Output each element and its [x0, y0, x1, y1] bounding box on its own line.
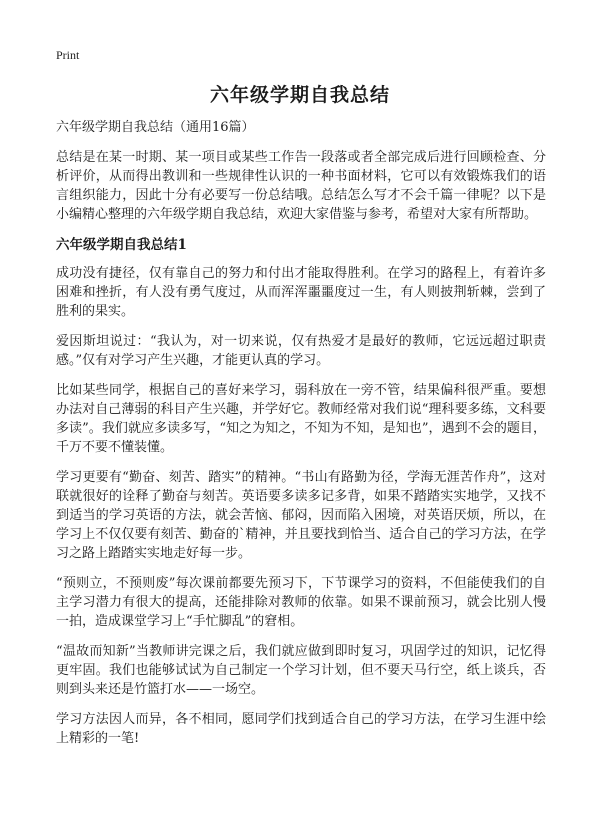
intro-paragraph: 总结是在某一时期、某一项目或某些工作告一段落或者全部完成后进行回顾检查、分析评价，从而得出教训和一些规律性认识的一种书面材料，它可以有效锻炼我们的语言组织能力，因此十分有必要写一份总结哦。总结怎么写才不会千篇一律呢？以下是小编精心整理的六年级学期自我总结，欢迎大家借鉴与参考，希望对大家有所帮助。 [56, 150, 546, 222]
section-heading: 六年级学期自我总结1 [56, 237, 187, 253]
body-paragraph: “预则立，不预则废”每次课前都要先预习下，下节课学习的资料，不但能使我们的自主学习潜力有很大的提高，还能排除对教师的依靠。如果不课前预习，就会比别人慢一拍，造成课堂学习上“手忙脚乱”的窘相。 [56, 576, 546, 629]
body-paragraph: 学习方法因人而异，各不相同，愿同学们找到适合自己的学习方法，在学习生涯中绘上精彩的一笔! [56, 712, 546, 746]
document-title: 六年级学期自我总结 [209, 84, 390, 106]
body-paragraph: 成功没有捷径，仅有靠自己的努力和付出才能取得胜利。在学习的路程上，有着许多困难和挫折，有人没有勇气度过，从而浑浑噩噩度过一生，有人则披荆斩棘，尝到了胜利的果实。 [56, 266, 546, 319]
body-paragraph: 比如某些同学，根据自己的喜好来学习，弱科放在一旁不管，结果偏科很严重。要想办法对自己薄弱的科目产生兴趣，并学好它。教师经常对我们说“理科要多练，文科要多读”。我们就应多读多写，“知之为知之，不知为不知，是知也”，遇到不会的题目，千万不要不懂装懂。 [56, 383, 546, 455]
print-link[interactable]: Print [56, 48, 80, 62]
body-paragraph: 爱因斯坦说过：“我认为，对一切来说，仅有热爱才是最好的教师，它远远超过职责感。”仅有对学习产生兴趣，才能更认真的学习。 [56, 334, 546, 368]
body-paragraph: 学习更要有“勤奋、刻苦、踏实”的精神。“书山有路勤为径，学海无涯苦作舟”，这对联就很好的诠释了勤奋与刻苦。英语要多读多记多背，如果不踏踏实实地学，又找不到适当的学习英语的方法，就会苦恼、郁闷，因而陷入困境，对英语厌烦，所以，在学习上不仅仅要有刻苦、勤奋的`精神，并且要找到恰当、适合自己的学习方法，在学习之路上踏踏实实地走好每一步。 [56, 470, 546, 561]
body-paragraph: “温故而知新”当教师讲完课之后，我们就应做到即时复习，巩固学过的知识，记忆得更牢固。我们也能够试试为自己制定一个学习计划，但不要天马行空，纸上谈兵，否则到头来还是竹篮打水——一场空。 [56, 644, 546, 697]
document-body [56, 118, 546, 759]
document-subtitle: 六年级学期自我总结（通用16篇） [56, 120, 255, 135]
